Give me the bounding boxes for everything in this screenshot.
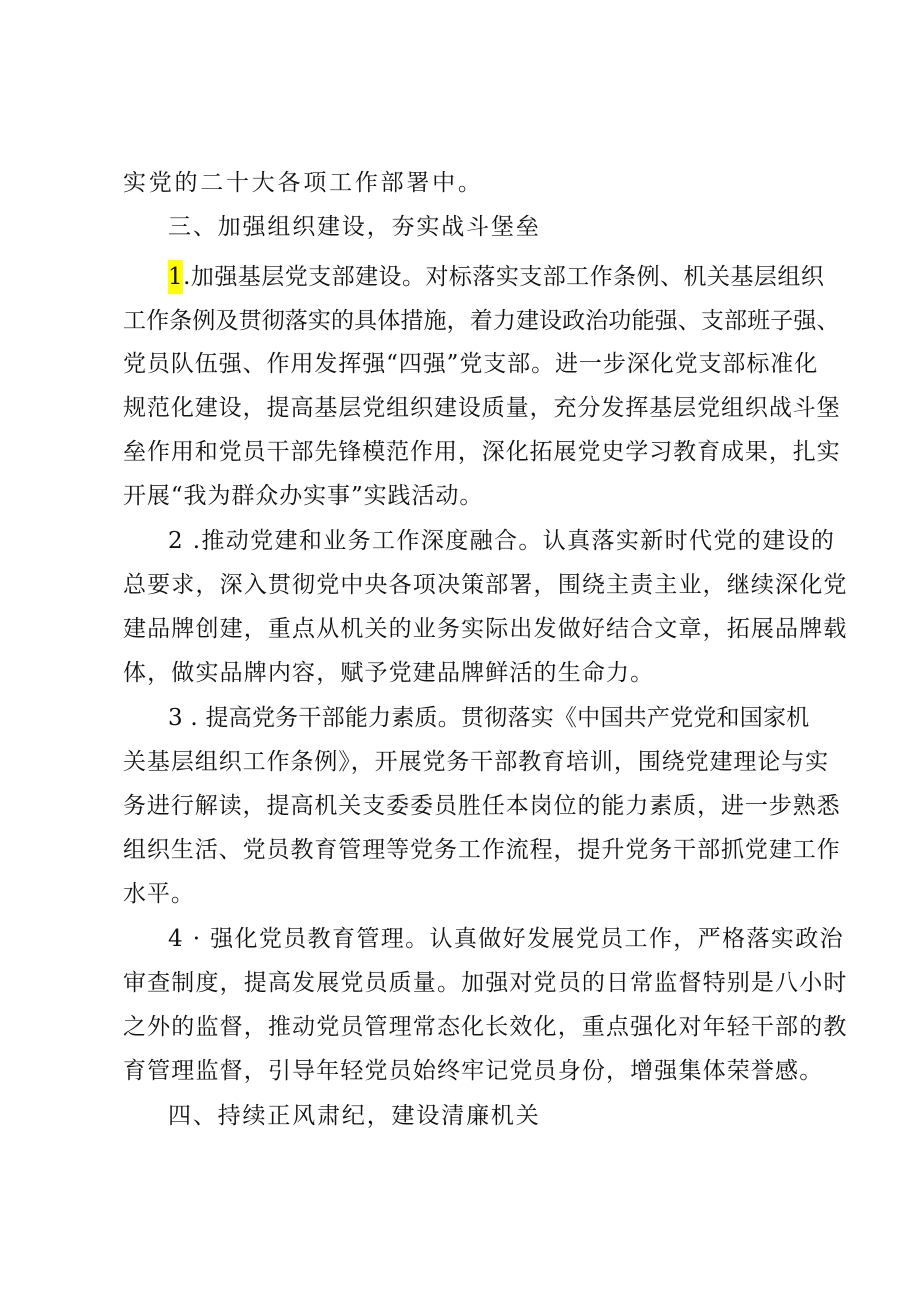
text-line: 水平。 [123, 881, 195, 907]
text-line: 4 · 强化党员教育管理。认真做好发展党员工作，严格落实政治 [168, 926, 844, 952]
text-line: 开展“我为群众办实事”实践活动。 [123, 483, 484, 509]
text-line [168, 260, 824, 292]
section-heading: 四、持续正风肃纪，建设清廉机关 [168, 1103, 541, 1129]
text-line: 体，做实品牌内容，赋予党建品牌鲜活的生命力。 [123, 660, 655, 686]
text-line: 组织生活、党员教育管理等党务工作流程，提升党务干部抓党建工作 [123, 837, 841, 863]
highlighted-number: 1 [168, 260, 183, 294]
text-line: 总要求，深入贯彻党中央各项决策部署，围绕主责主业，继续深化党 [123, 572, 848, 598]
text-line: 之外的监督，推动党员管理常态化长效化，重点强化对年轻干部的教 [123, 1014, 848, 1040]
text-line: 育管理监督，引导年轻党员始终牢记党员身份，增强集体荣誉感。 [123, 1058, 824, 1084]
text-line: 务进行解读，提高机关支委委员胜任本岗位的能力素质，进一步熟悉 [123, 793, 841, 819]
text-line-content: .加强基层党支部建设。对标落实支部工作条例、机关基层组织 [183, 264, 825, 290]
text-line: 工作条例及贯彻落实的具体措施，着力建设政治功能强、支部班子强、 [123, 308, 840, 334]
text-line: 规范化建设，提高基层党组织建设质量，充分发挥基层党组织战斗堡 [123, 395, 841, 421]
section-heading: 三、加强组织建设，夯实战斗堡垒 [168, 214, 541, 240]
text-line: 3 . 提高党务干部能力素质。贯彻落实《中国共产党党和国家机 [168, 705, 810, 731]
text-line: 2 .推动党建和业务工作深度融合。认真落实新时代党的建设的 [168, 528, 836, 554]
text-line: 建品牌创建，重点从机关的业务实际出发做好结合文章，拓展品牌载 [123, 616, 848, 642]
text-line: 审查制度，提高发展党员质量。加强对党员的日常监督特别是八小时 [123, 970, 848, 996]
text-line: 关基层组织工作条例》，开展党务干部教育培训，围绕党建理论与实 [123, 749, 830, 775]
text-line: 垒作用和党员干部先锋模范作用，深化拓展党史学习教育成果，扎实 [123, 439, 841, 465]
text-line: 实党的二十大各项工作部署中。 [123, 170, 484, 196]
text-line: 党员队伍强、作用发挥强“四强”党支部。进一步深化党支部标准化 [123, 351, 819, 377]
